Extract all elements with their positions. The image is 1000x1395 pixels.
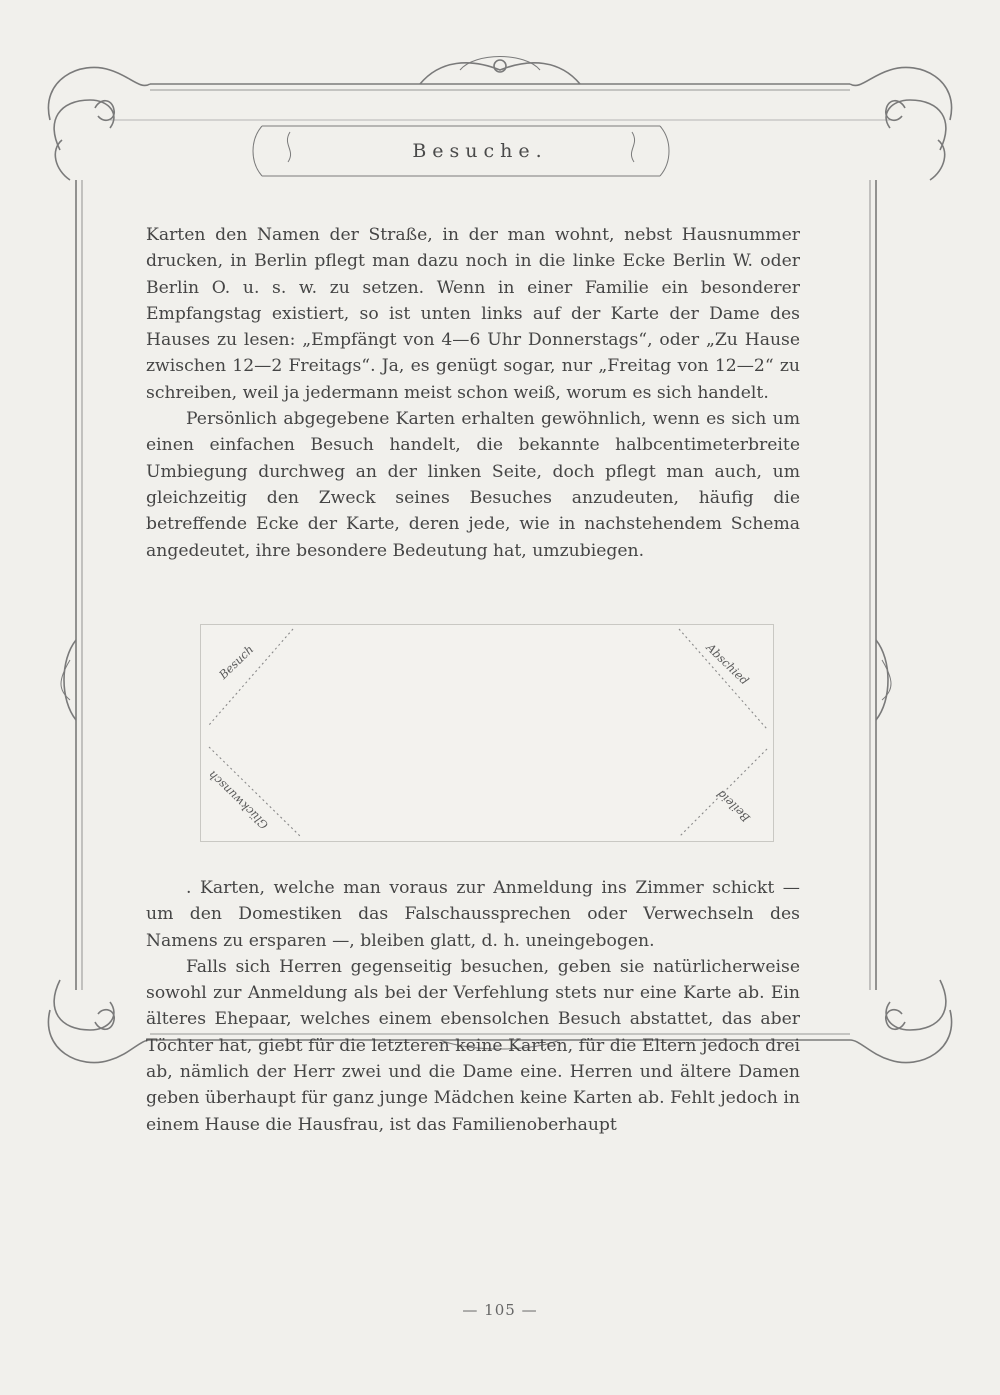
text-block-top: [146, 222, 800, 564]
paragraph: Karten den Namen der Straße, in der man wohnt, nebst Hausnummer drucken, in Berlin pflegt man dazu noch in die linke Ecke Berlin W. oder Berlin O. u. s. w. zu setzen. Wenn in einer Familie ein besonderer Empfangstag existiert, so ist unten links auf der Karte der Dame des Hauses zu lesen: „Empfängt von 4—6 Uhr Donnerstags“, oder „Zu Hause zwischen 12—2 Freitags“. Ja, es genügt sogar, nur „Freitag von 12—2“ zu schreiben, weil ja jedermann meist schon weiß, worum es sich handelt.: [146, 225, 800, 403]
calling-card-diagram: [200, 624, 774, 842]
paragraph: Persönlich abgegebene Karten erhalten gewöhnlich, wenn es sich um einen einfachen Besuch handelt, die bekannte halbcentimeterbreite Umbiegung durchweg an der linken Seite, doch pflegt man auch, um gleichzeitig den Zweck seines Besuches anzudeuten, häufig die betreffende Ecke der Karte, deren jede, wie in nachstehendem Schema angedeutet, ihre besondere Bedeutung hat, umzubiegen.: [146, 409, 800, 561]
corner-label-top-right: Abschied: [703, 640, 752, 688]
running-header: Besuche.: [412, 140, 548, 162]
corner-label-bottom-right: Beileid: [713, 786, 753, 826]
text-block-bottom: [146, 875, 800, 1138]
paragraph: Falls sich Herren gegenseitig besuchen, geben sie natürlicherweise sowohl zur Anmeldung als bei der Verfehlung stets nur eine Karte ab. Ein älteres Ehepaar, welches einem ebensolchen Besuch abstattet, das aber Töchter hat, giebt für die letzteren keine Karten, für die Eltern jedoch drei ab, nämlich der Herr zwei und die Dame eine. Herren und ältere Damen geben überhaupt für ganz junge Mädchen keine Karten ab. Fehlt jedoch in einem Hause die Hausfrau, ist das Familienoberhaupt: [146, 956, 800, 1135]
page-number: — 105 —: [462, 1301, 538, 1319]
corner-label-bottom-left: Glückwunsch: [205, 767, 271, 833]
corner-label-top-left: Besuch: [216, 642, 257, 682]
card-fold-lines: [201, 625, 773, 841]
paragraph: . Karten, welche man voraus zur Anmeldung ins Zimmer schickt — um den Domestiken das Falschaussprechen oder Verwechseln des Namens zu ersparen —, bleiben glatt, d. h. uneingebogen.: [146, 878, 800, 951]
